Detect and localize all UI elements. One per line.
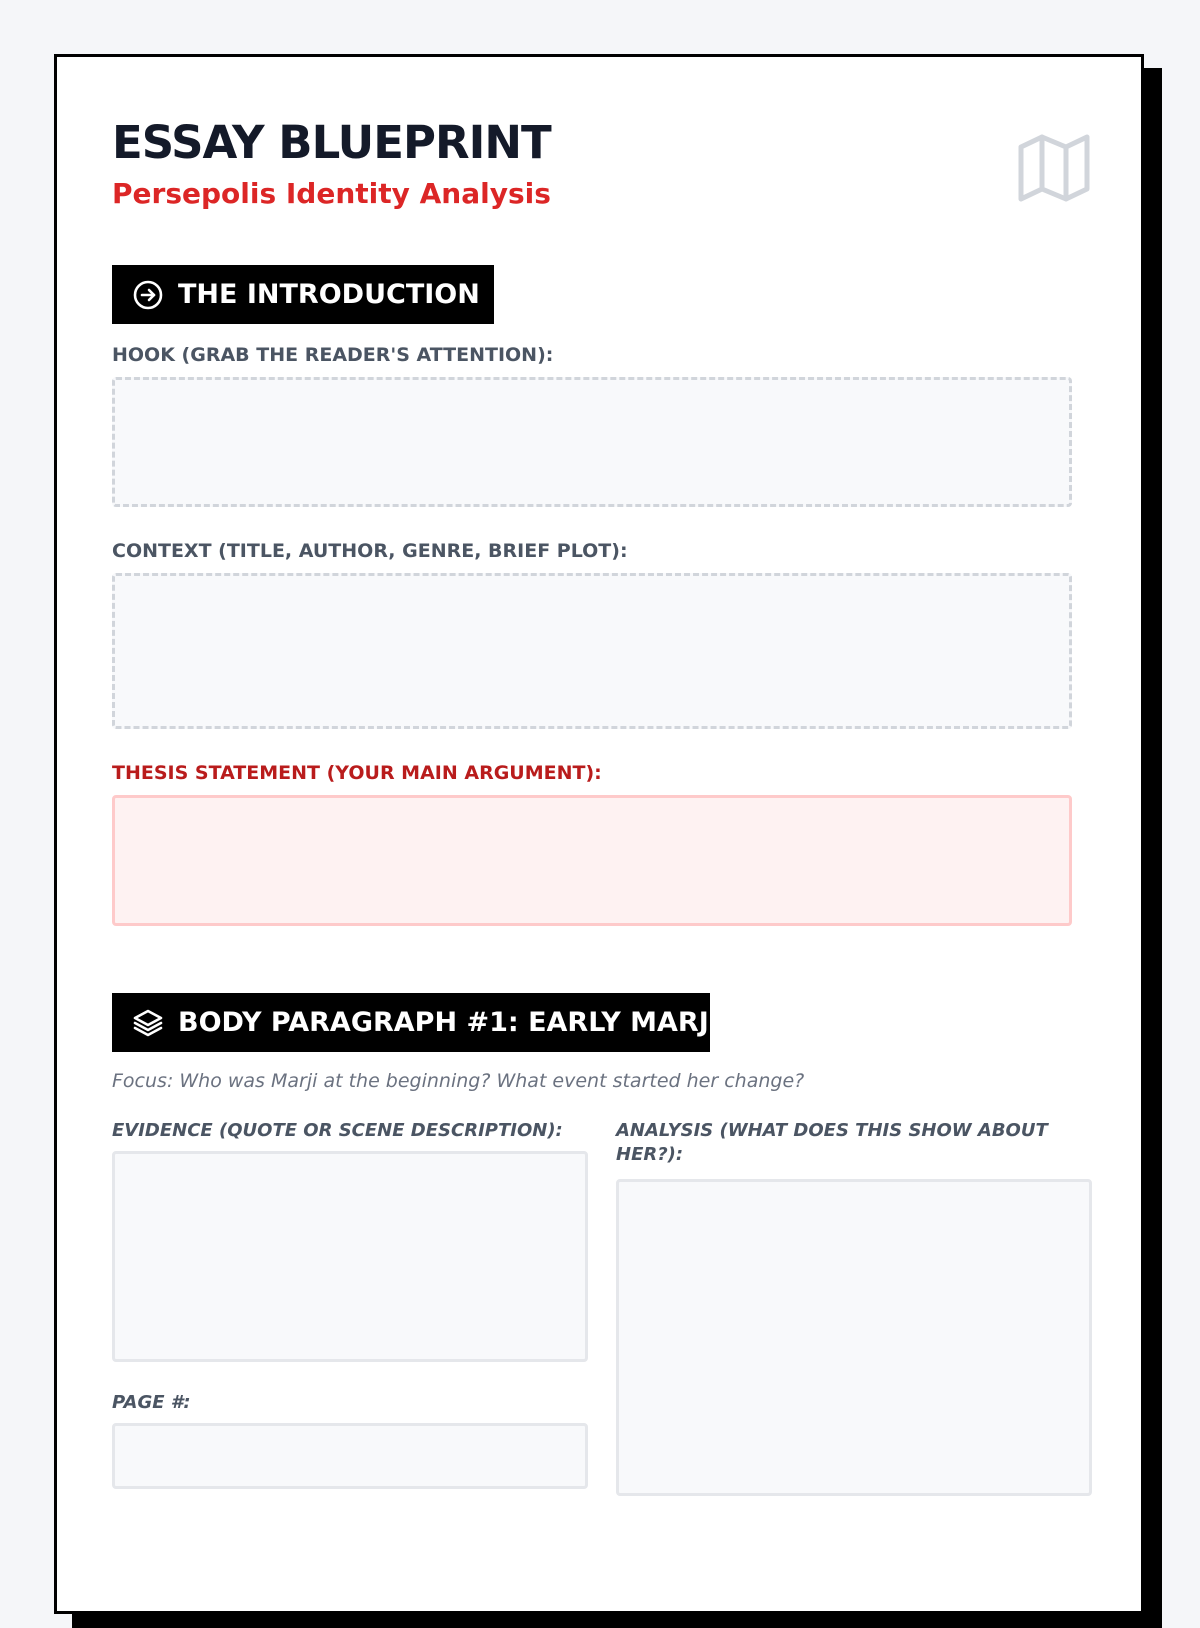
thesis-input[interactable] [112,795,1072,926]
context-label: CONTEXT (TITLE, AUTHOR, GENRE, BRIEF PLOT): [112,540,628,562]
evidence-input[interactable] [112,1151,588,1362]
arrow-circle-right-icon [132,279,164,311]
section-title-introduction: THE INTRODUCTION [178,278,480,310]
hook-input[interactable] [112,377,1072,507]
focus-prompt: Focus: Who was Marji at the beginning? What event started her change? [112,1070,805,1092]
hook-label: HOOK (GRAB THE READER'S ATTENTION): [112,344,554,366]
context-input[interactable] [112,573,1072,729]
evidence-label: EVIDENCE (QUOTE OR SCENE DESCRIPTION): [112,1120,563,1141]
map-icon [1017,133,1091,203]
page-number-input[interactable] [112,1423,588,1489]
layers-icon [132,1007,164,1039]
analysis-input[interactable] [616,1179,1092,1496]
section-header-introduction [112,265,494,324]
section-header-body-paragraph-1 [112,993,719,1052]
thesis-label: THESIS STATEMENT (YOUR MAIN ARGUMENT): [112,762,602,784]
worksheet-page [54,54,1144,1614]
analysis-label: ANALYSIS (WHAT DOES THIS SHOW ABOUT HER?): [616,1120,1048,1165]
section-title-body-paragraph-1: BODY PARAGRAPH #1: EARLY MARJI [178,1006,719,1038]
page-number-label: PAGE #: [112,1392,191,1413]
page-subtitle: Persepolis Identity Analysis [112,177,551,210]
page-title: ESSAY BLUEPRINT [112,116,551,169]
